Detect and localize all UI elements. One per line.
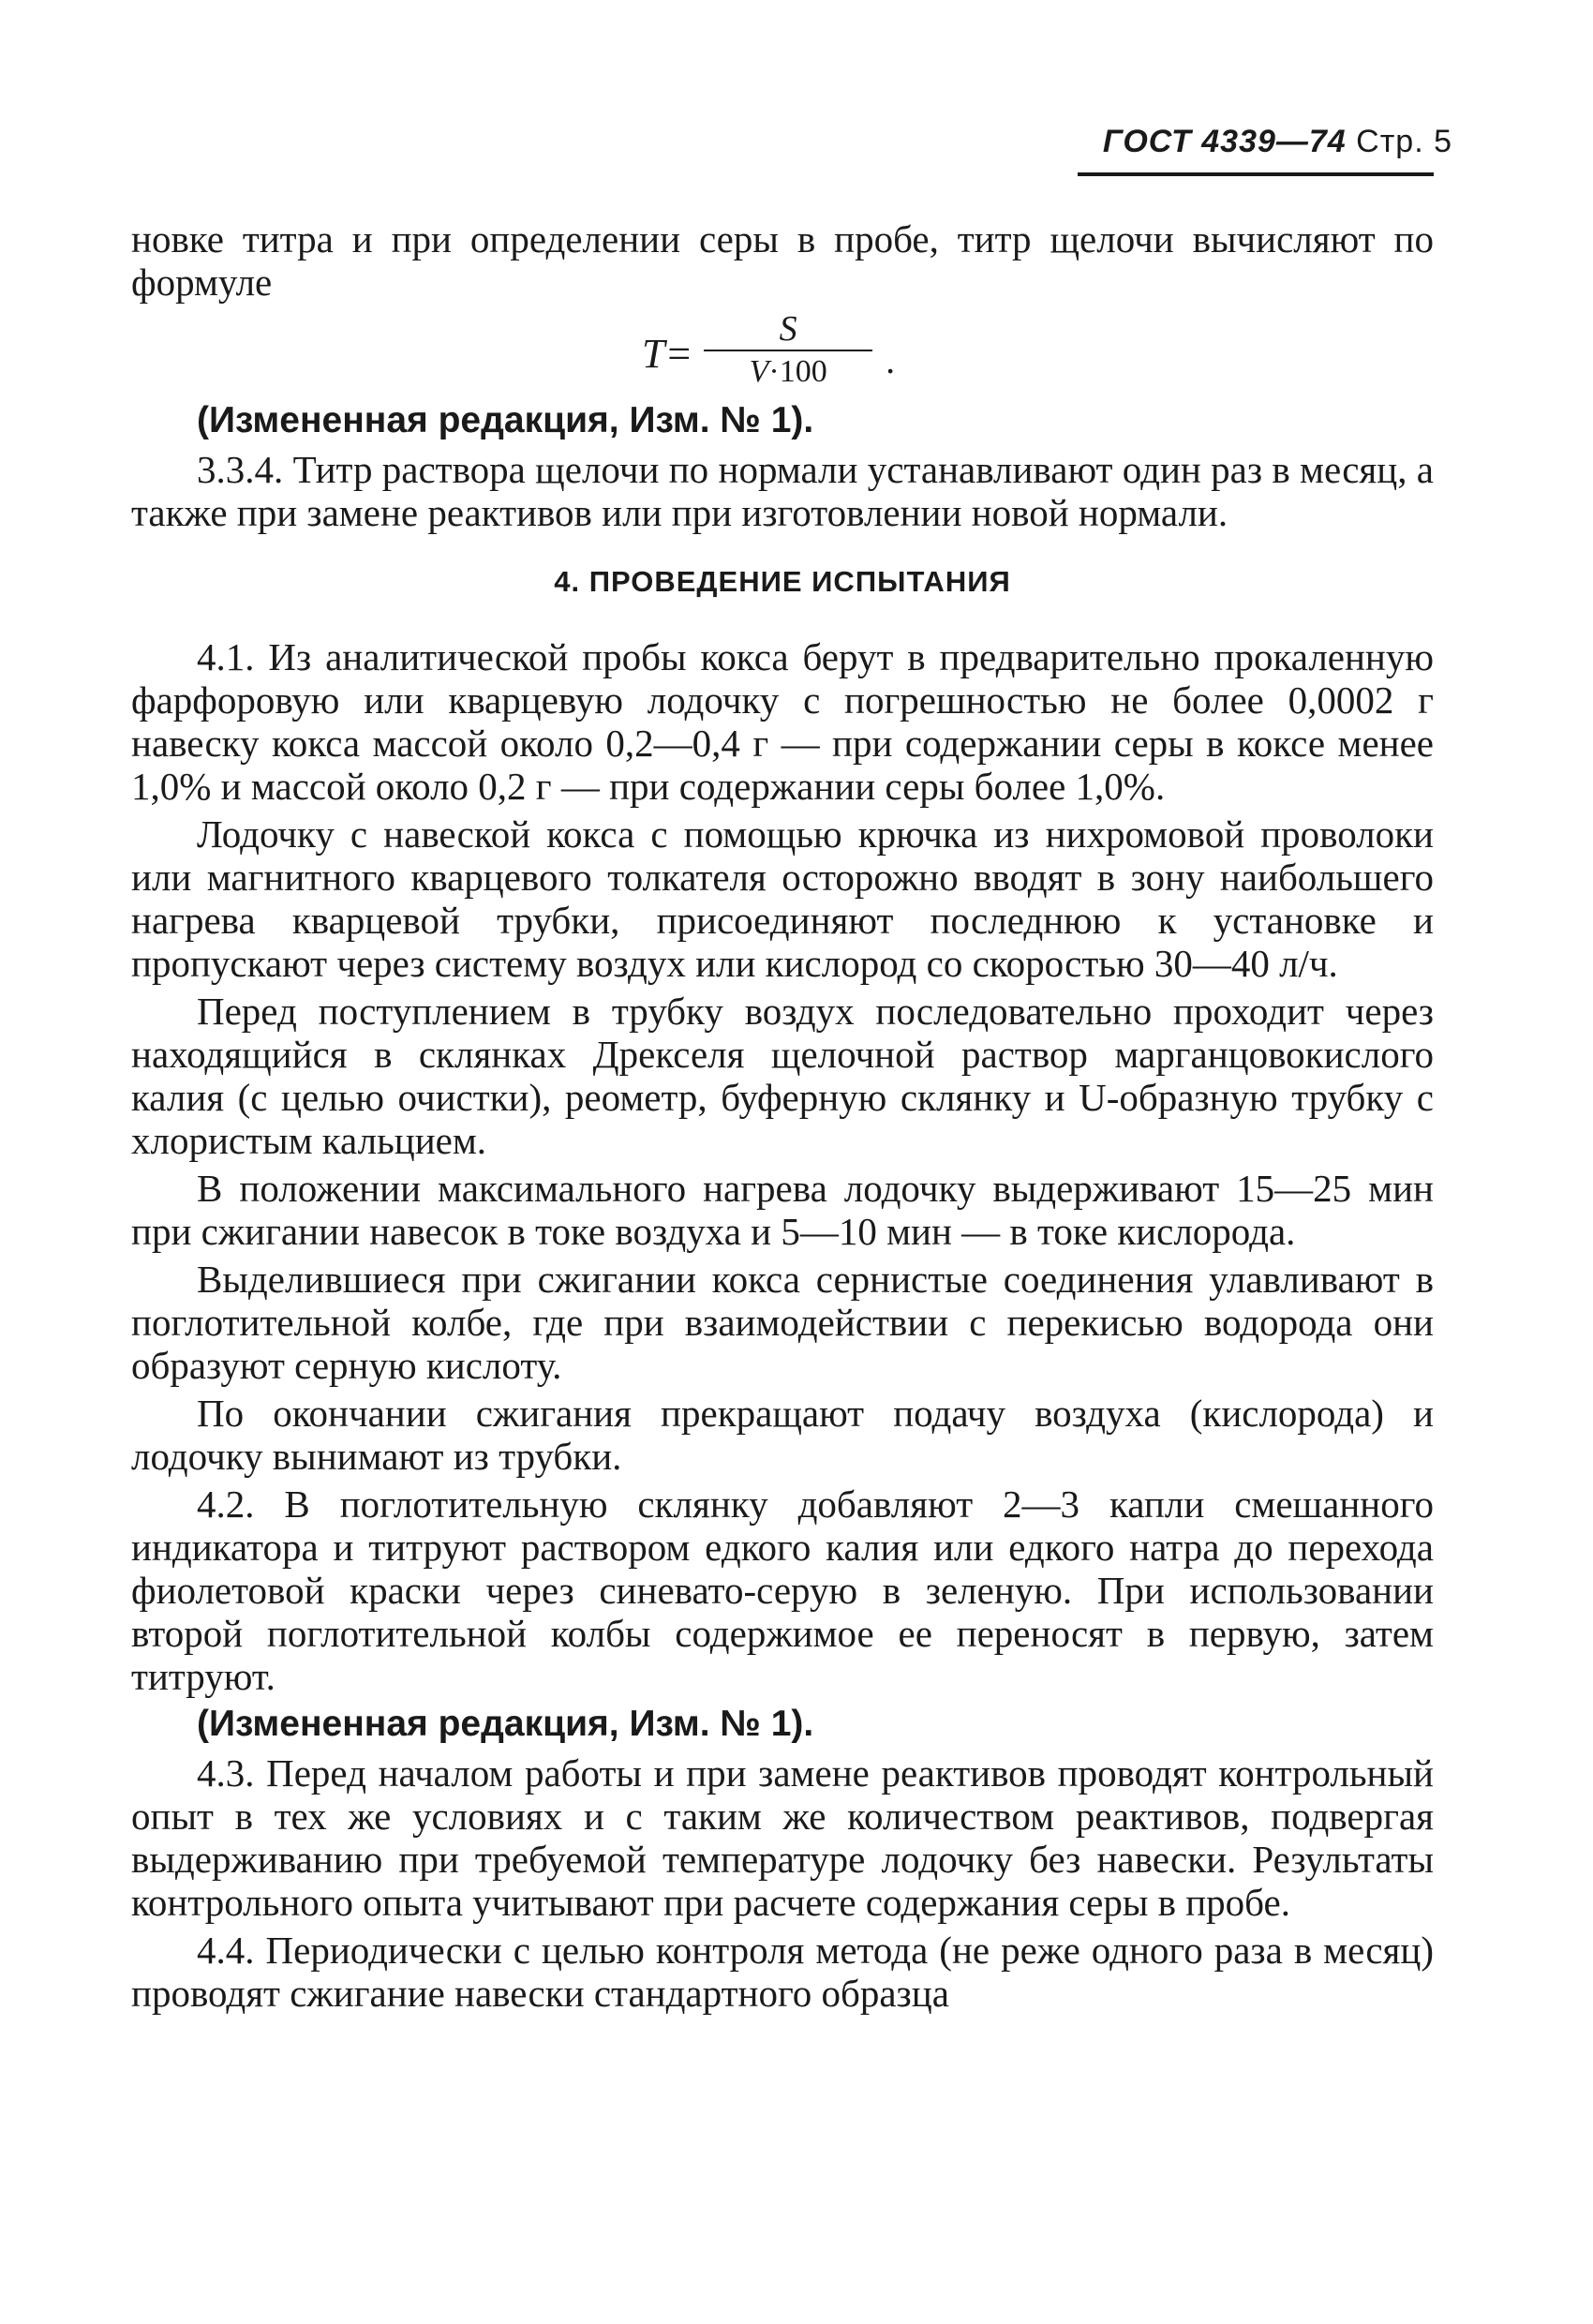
document-body xyxy=(131,217,1434,2019)
formula-trailing-dot: . xyxy=(886,339,896,381)
titer-formula xyxy=(642,309,1434,392)
paragraph-4-4: 4.4. Периодически с целью контроля метода (не реже одного раза в месяц) проводят сжигание навески стандартного образца xyxy=(131,1929,1434,2015)
revision-note-1: (Измененная редакция, Изм. № 1). xyxy=(197,400,814,440)
formula-lhs: T= xyxy=(642,331,693,377)
revision-note-2: (Измененная редакция, Изм. № 1). xyxy=(197,1704,814,1744)
section-title: 4. ПРОВЕДЕНИЕ ИСПЫТАНИЯ xyxy=(554,565,1011,598)
paragraph-4-1: 4.1. Из аналитической пробы кокса берут в предварительно прокаленную фарфоровую или кварцевую лодочку с погрешностью не более 0,0002 г навеску кокса массой около 0,2—0,4 г — при содержании серы в коксе менее 1,0% и массой около 0,2 г — при содержании серы более 1,0%. xyxy=(131,635,1434,808)
paragraph-4-3: 4.3. Перед началом работы и при замене реактивов проводят контрольный опыт в тех же условиях и с таким же количеством реактивов, подвергая выдерживанию при требуемой температуре лодочку без навески. Результаты контрольного опыта учитывают при расчете содержания серы в пробе. xyxy=(131,1751,1434,1924)
paragraph-sulfur: Выделившиеся при сжигании кокса сернистые соединения улавливают в поглотительной колбе, где при взаимодействии с перекисью водорода они образуют серную кислоту. xyxy=(131,1258,1434,1387)
standard-number: ГОСТ 4339—74 xyxy=(1102,124,1347,159)
paragraph-3-3-4: 3.3.4. Титр раствора щелочи по нормали устанавливают один раз в месяц, а также при замене реактивов или при изготовлении новой нормали. xyxy=(131,448,1434,534)
denominator-factor: ·100 xyxy=(768,354,827,389)
paragraph-end: По окончании сжигания прекращают подачу воздуха (кислорода) и лодочку вынимают из трубки. xyxy=(131,1392,1434,1478)
formula-fraction xyxy=(704,310,872,391)
paragraph-heat: В положении максимального нагрева лодочку выдерживают 15—25 мин при сжигании навесок в токе воздуха и 5—10 мин — в токе кислорода. xyxy=(131,1167,1434,1253)
page-header xyxy=(1078,124,1452,160)
denominator-variable: V xyxy=(749,354,769,389)
paragraph-boat: Лодочку с навеской кокса с помощью крючка из нихромовой проволоки или магнитного кварцевого толкателя осторожно вводят в зону наибольшего нагрева кварцевой трубки, присоединяют последнюю к установке и пропускают через систему воздух или кислород со скоростью 30—40 л/ч. xyxy=(131,812,1434,985)
formula-numerator: S xyxy=(779,309,797,349)
header-rule xyxy=(1078,172,1434,176)
paragraph-air: Перед поступлением в трубку воздух последовательно проходит через находящийся в склянках Дрекселя щелочной раствор марганцовокислого калия (с целью очистки), реометр, буферную склянку и U-образную трубку с хлористым кальцием. xyxy=(131,990,1434,1162)
formula-denominator xyxy=(750,351,827,391)
paragraph-4-2: 4.2. В поглотительную склянку добавляют 2—3 капли смешанного индикатора и титруют раствором едкого калия или едкого натра до перехода фиолетовой краски через синевато-серую в зеленую. При использовании второй поглотительной колбы содержимое ее переносят в первую, затем титруют. xyxy=(131,1482,1434,1698)
page-number: Стр. 5 xyxy=(1356,124,1452,159)
intro-paragraph: новке титра и при определении серы в пробе, титр щелочи вычисляют по формуле xyxy=(131,217,1434,304)
